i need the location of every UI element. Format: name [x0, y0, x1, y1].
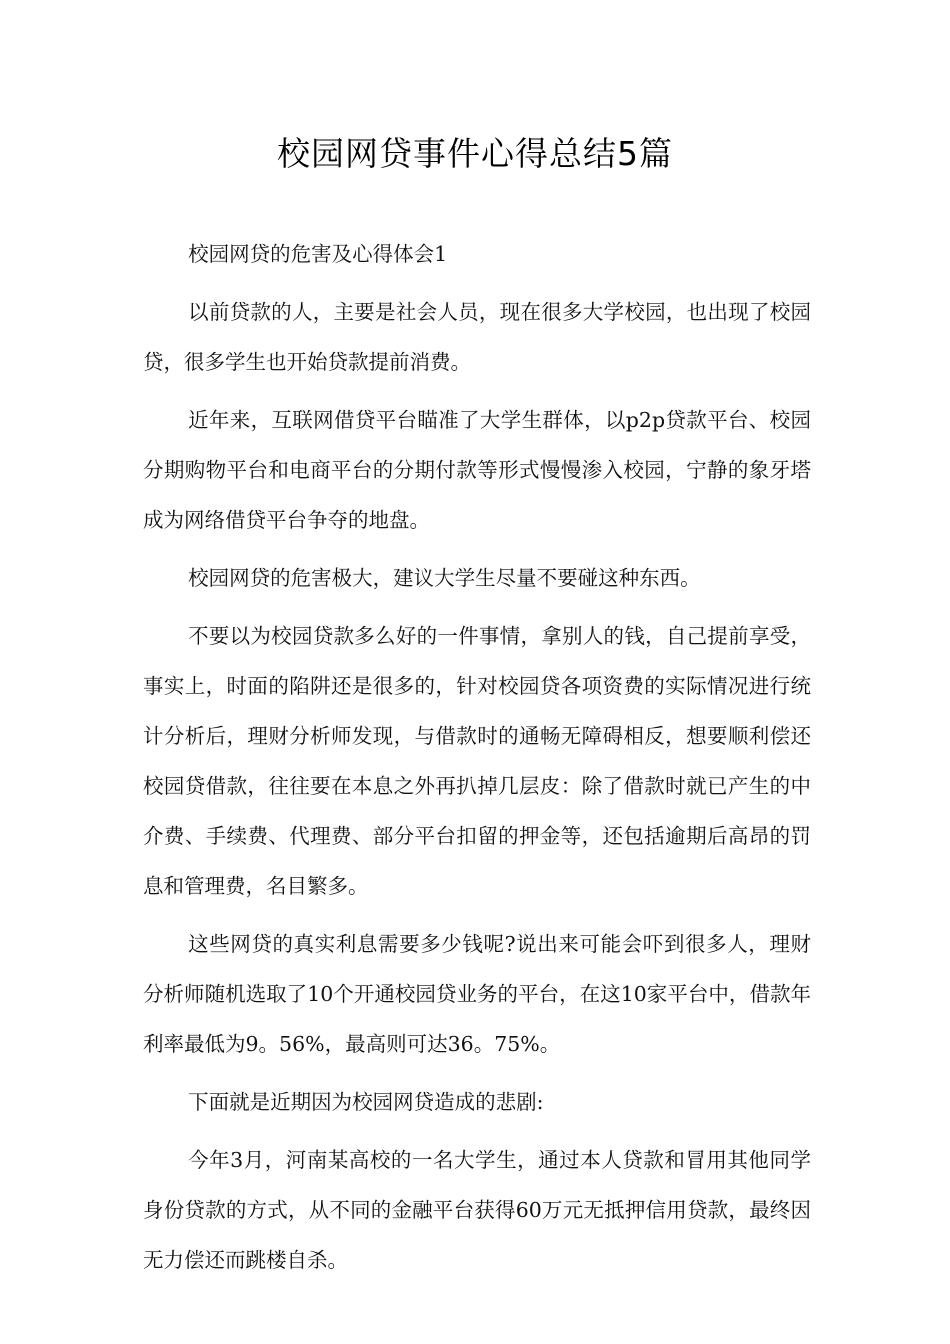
- section-heading: 校园网贷的危害及心得体会1: [188, 242, 448, 266]
- paragraph: 校园网贷的危害极大，建议大学生尽量不要碰这种东西。: [188, 566, 701, 590]
- paragraph: 这些网贷的真实利息需要多少钱呢?说出来可能会吓到很多人，理财分析师随机选取了10个开通校园贷业务的平台，在这10家平台中，借款年利率最低为9。56%，最高则可达36。75%。: [143, 932, 811, 1056]
- paragraph: 今年3月，河南某高校的一名大学生，通过本人贷款和冒用其他同学身份贷款的方式，从不同的金融平台获得60万元无抵押信用贷款，最终因无力偿还而跳楼自杀。: [143, 1148, 811, 1272]
- paragraph: 近年来，互联网借贷平台瞄准了大学生群体，以p2p贷款平台、校园分期购物平台和电商平台的分期付款等形式慢慢渗入校园，宁静的象牙塔成为网络借贷平台争夺的地盘。: [143, 408, 811, 532]
- document-body: [143, 229, 811, 1293]
- document-title: 校园网贷事件心得总结5篇: [277, 134, 673, 173]
- paragraph: 下面就是近期因为校园网贷造成的悲剧:: [188, 1090, 544, 1114]
- paragraph: 以前贷款的人，主要是社会人员，现在很多大学校园，也出现了校园贷，很多学生也开始贷款提前消费。: [143, 300, 811, 374]
- paragraph: 不要以为校园贷款多么好的一件事情，拿别人的钱，自己提前享受，事实上，时面的陷阱还是很多的，针对校园贷各项资费的实际情况进行统计分析后，理财分析师发现，与借款时的通畅无障碍相反，想要顺利偿还校园贷借款，往往要在本息之外再扒掉几层皮：除了借款时就已产生的中介费、手续费、代理费、部分平台扣留的押金等，还包括逾期后高昂的罚息和管理费，名目繁多。: [143, 624, 811, 898]
